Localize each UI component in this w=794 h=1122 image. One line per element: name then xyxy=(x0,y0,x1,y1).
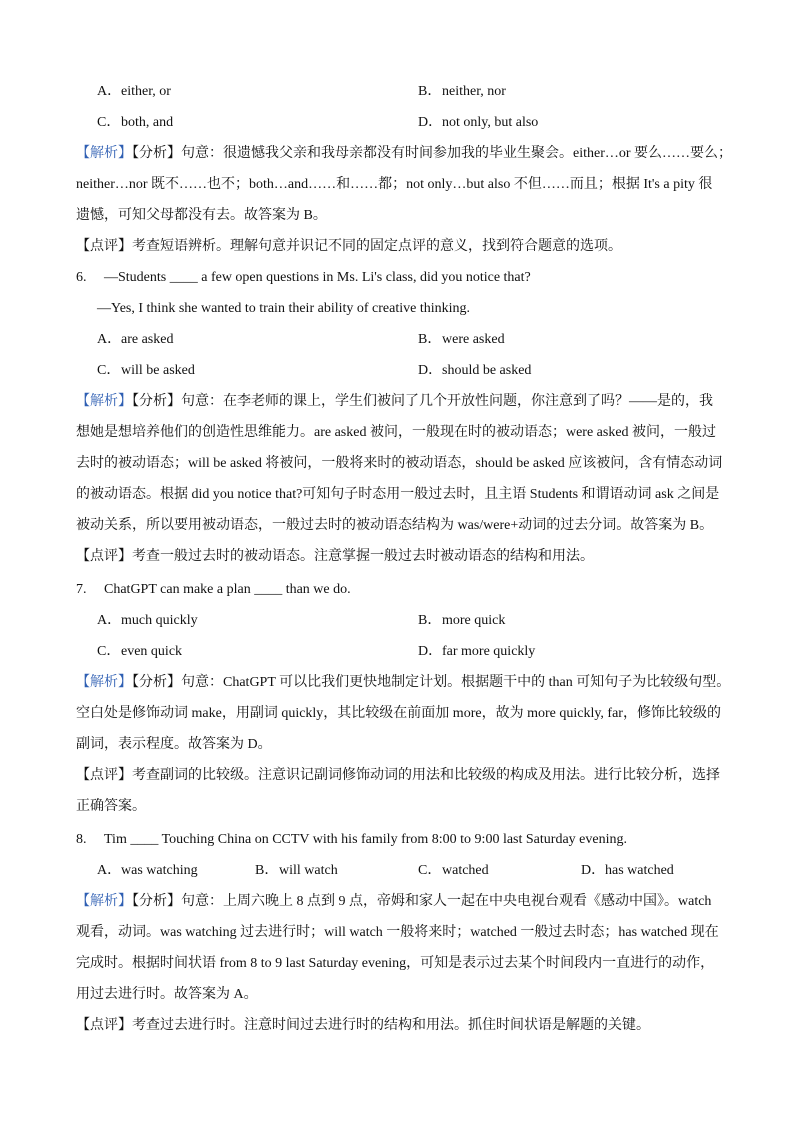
fenxi-tag: 【分析】 xyxy=(132,146,181,161)
option-a: A．was watching xyxy=(97,863,198,878)
comment-line: 【点评】考查过去进行时。注意时间过去进行时的结构和用法。抓住时间状语是解题的关键。 xyxy=(76,1018,650,1033)
comment-line: 【点评】考查短语辨析。理解句意并识记不同的固定点评的意义，找到符合题意的选项。 xyxy=(76,239,622,254)
analysis-line: 副词，表示程度。故答案为 D。 xyxy=(76,737,272,752)
analysis-line: 【解析】【分析】句意：上周六晚上 8 点到 9 点，帝姆和家人一起在中央电视台观看《感动中国》。watch xyxy=(76,894,712,909)
analysis-line: 【解析】【分析】句意：在李老师的课上，学生们被问了几个开放性问题，你注意到了吗？——是的，我 xyxy=(76,394,713,409)
analysis-tag: 【解析】 xyxy=(76,675,132,690)
analysis-line: 去时的被动语态；will be asked 将被问，一般将来时的被动语态，should be asked 应该被问，含有情态动词 xyxy=(76,456,723,471)
option-c: C．even quick xyxy=(97,644,183,659)
fenxi-tag: 【分析】 xyxy=(132,394,181,409)
fenxi-tag: 【分析】 xyxy=(132,675,181,690)
option-b: B．neither, nor xyxy=(418,84,506,99)
option-a: A．are asked xyxy=(97,332,174,347)
analysis-tag: 【解析】 xyxy=(76,146,132,161)
question-stem: 7. ChatGPT can make a plan ____ than we do. xyxy=(76,582,351,597)
question-stem: 6. —Students ____ a few open questions in Ms. Li's class, did you notice that? xyxy=(76,270,531,285)
analysis-line: neither…nor 既不……也不；both…and……和……都；not only…but also 不但……而且；根据 It's a pity 很 xyxy=(76,177,713,192)
analysis-line: 【解析】【分析】句意：ChatGPT 可以比我们更快地制定计划。根据题干中的 than 可知句子为比较级句型。 xyxy=(76,675,731,690)
option-d: D．should be asked xyxy=(418,363,532,378)
comment-line: 【点评】考查副词的比较级。注意识记副词修饰动词的用法和比较级的构成及用法。进行比较分析，选择 xyxy=(76,768,720,783)
option-a: A．much quickly xyxy=(97,613,198,628)
question-stem: 8. Tim ____ Touching China on CCTV with his family from 8:00 to 9:00 last Saturday evening. xyxy=(76,832,627,847)
analysis-line: 想她是想培养他们的创造性思维能力。are asked 被问，一般现在时的被动语态；were asked 被问，一般过 xyxy=(76,425,717,440)
analysis-tag: 【解析】 xyxy=(76,394,132,409)
analysis-line: 的被动语态。根据 did you notice that?可知句子时态用一般过去时，且主语 Students 和谓语动词 ask 之间是 xyxy=(76,487,720,502)
option-b: B．were asked xyxy=(418,332,505,347)
option-c: C．will be asked xyxy=(97,363,195,378)
fenxi-tag: 【分析】 xyxy=(132,894,181,909)
analysis-line: 完成时。根据时间状语 from 8 to 9 last Saturday evening，可知是表示过去某个时间段内一直进行的动作， xyxy=(76,956,715,971)
analysis-line: 观看，动词。was watching 过去进行时；will watch 一般将来时；watched 一般过去时态；has watched 现在 xyxy=(76,925,719,940)
analysis-line: 空白处是修饰动词 make，用副词 quickly，其比较级在前面加 more，故为 more quickly, far，修饰比较级的 xyxy=(76,706,721,721)
option-d: D．has watched xyxy=(581,863,674,878)
comment-line: 正确答案。 xyxy=(76,799,146,814)
analysis-line: 用过去进行时。故答案为 A。 xyxy=(76,987,258,1002)
comment-line: 【点评】考查一般过去时的被动语态。注意掌握一般过去时被动语态的结构和用法。 xyxy=(76,549,594,564)
question-stem: —Yes, I think she wanted to train their ability of creative thinking. xyxy=(97,301,471,316)
option-d: D．far more quickly xyxy=(418,644,536,659)
option-c: C．both, and xyxy=(97,115,174,130)
option-c: C．watched xyxy=(418,863,489,878)
option-b: B．more quick xyxy=(418,613,506,628)
option-b: B．will watch xyxy=(255,863,338,878)
analysis-tag: 【解析】 xyxy=(76,894,132,909)
option-a: A．either, or xyxy=(97,84,171,99)
analysis-line: 【解析】【分析】句意：很遗憾我父亲和我母亲都没有时间参加我的毕业生聚会。either…or 要么……要么； xyxy=(76,146,733,161)
option-d: D．not only, but also xyxy=(418,115,539,130)
analysis-line: 遗憾，可知父母都没有去。故答案为 B。 xyxy=(76,208,327,223)
analysis-line: 被动关系，所以要用被动语态，一般过去时的被动语态结构为 was/were+动词的过去分词。故答案为 B。 xyxy=(76,518,714,533)
